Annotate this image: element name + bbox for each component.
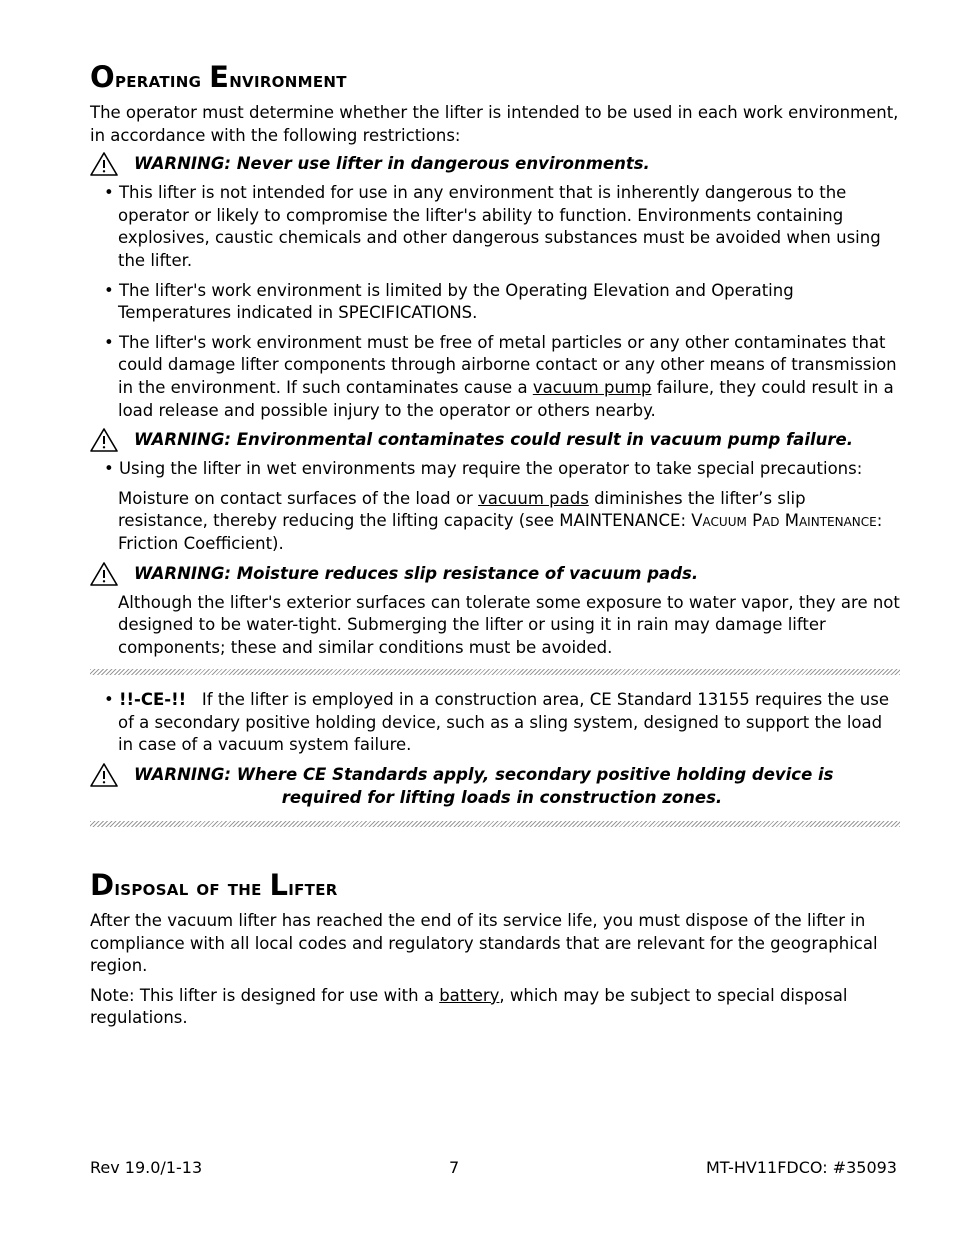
warning-text: WARNING: Moisture reduces slip resistance of vacuum pads. bbox=[134, 563, 699, 583]
disposal-section bbox=[90, 868, 900, 1030]
vacuum-pump-link[interactable]: vacuum pump bbox=[532, 377, 652, 397]
bullet-dangerous-environments: • This lifter is not intended for use in any environment that is inherently dangerous to the operator or likely to compromise the lifter's ability to function. Environments containing explosives, caustic chemicals and other dangerous substances must be avoided when using the lifter. bbox=[104, 183, 881, 270]
bullet-operating-limits: • The lifter's work environment is limited by the Operating Elevation and Operating Temperatures indicated in SPECIFICATIONS. bbox=[104, 280, 794, 323]
ce-mark: !!-CE-!! bbox=[118, 690, 187, 710]
warning-triangle-icon bbox=[90, 763, 118, 787]
warning-triangle-icon bbox=[90, 428, 118, 452]
warning-text: WARNING: Environmental contaminates could result in vacuum pump failure. bbox=[134, 430, 853, 450]
warning-triangle-icon bbox=[90, 152, 118, 176]
hatched-divider bbox=[90, 821, 900, 827]
warning-ce-holding-device bbox=[90, 764, 900, 809]
vacuum-pads-link[interactable]: vacuum pads bbox=[477, 488, 589, 508]
operating-environment-section bbox=[90, 60, 900, 841]
intro-paragraph: The operator must determine whether the lifter is intended to be used in each work environment, in accordance with the following restrictions: bbox=[90, 103, 899, 145]
battery-link[interactable]: battery bbox=[439, 985, 500, 1005]
footer-page-number: 7 bbox=[448, 1158, 460, 1177]
warning-contaminates bbox=[90, 429, 900, 452]
bullet-contaminates: • The lifter's work environment must be free of metal particles or any other contaminates that could damage lifter components through airborne contact or any other means of transmission in the environment. If such contaminates cause a vacuum pump failure, they could result in a load release and possible injury to the operator or others nearby. bbox=[104, 332, 897, 420]
exterior-paragraph: Although the lifter's exterior surfaces can tolerate some exposure to water vapor, they are not designed to be water-tight. Submerging the lifter or using it in rain may damage lifter components; these and similar conditions must be avoided. bbox=[118, 592, 900, 657]
warning-dangerous-environments bbox=[90, 153, 900, 176]
bullet-ce-standard: • !!-CE-!! If the lifter is employed in a construction area, CE Standard 13155 requires the use of a secondary positive holding device, such as a sling system, designed to support the load in case of a vacuum system failure. bbox=[104, 690, 895, 755]
moisture-paragraph: Moisture on contact surfaces of the load or vacuum pads diminishes the lifter’s slip resistance, thereby reducing the lifting capacity (see MAINTENANCE: Vacuum Pad Maintenance: Friction Coefficient). bbox=[118, 488, 883, 553]
page-footer bbox=[90, 1157, 897, 1180]
section-title-operating-environment: Operating Environment bbox=[90, 60, 347, 94]
footer-doc-id: MT-HV11FDCO: #35093 bbox=[705, 1158, 897, 1177]
warning-text-line2: required for lifting loads in construction zones. bbox=[281, 787, 723, 807]
disposal-paragraph: After the vacuum lifter has reached the end of its service life, you must dispose of the lifter in compliance with all local codes and regulatory standards that are relevant for the geographical region. bbox=[90, 911, 878, 976]
footer-revision: Rev 19.0/1-13 bbox=[90, 1158, 203, 1177]
hatched-divider bbox=[90, 669, 900, 675]
warning-text: WARNING: Never use lifter in dangerous environments. bbox=[134, 154, 650, 174]
battery-note: Note: This lifter is designed for use with a battery, which may be subject to special disposal regulations. bbox=[90, 985, 848, 1028]
bullet-wet-environments: • Using the lifter in wet environments may require the operator to take special precautions: bbox=[104, 459, 863, 479]
warning-triangle-icon bbox=[90, 562, 118, 586]
section-title-disposal: Disposal of the Lifter bbox=[90, 868, 338, 902]
warning-moisture bbox=[90, 563, 900, 586]
warning-text-line1: WARNING: Where CE Standards apply, secondary positive holding device is bbox=[134, 765, 834, 785]
